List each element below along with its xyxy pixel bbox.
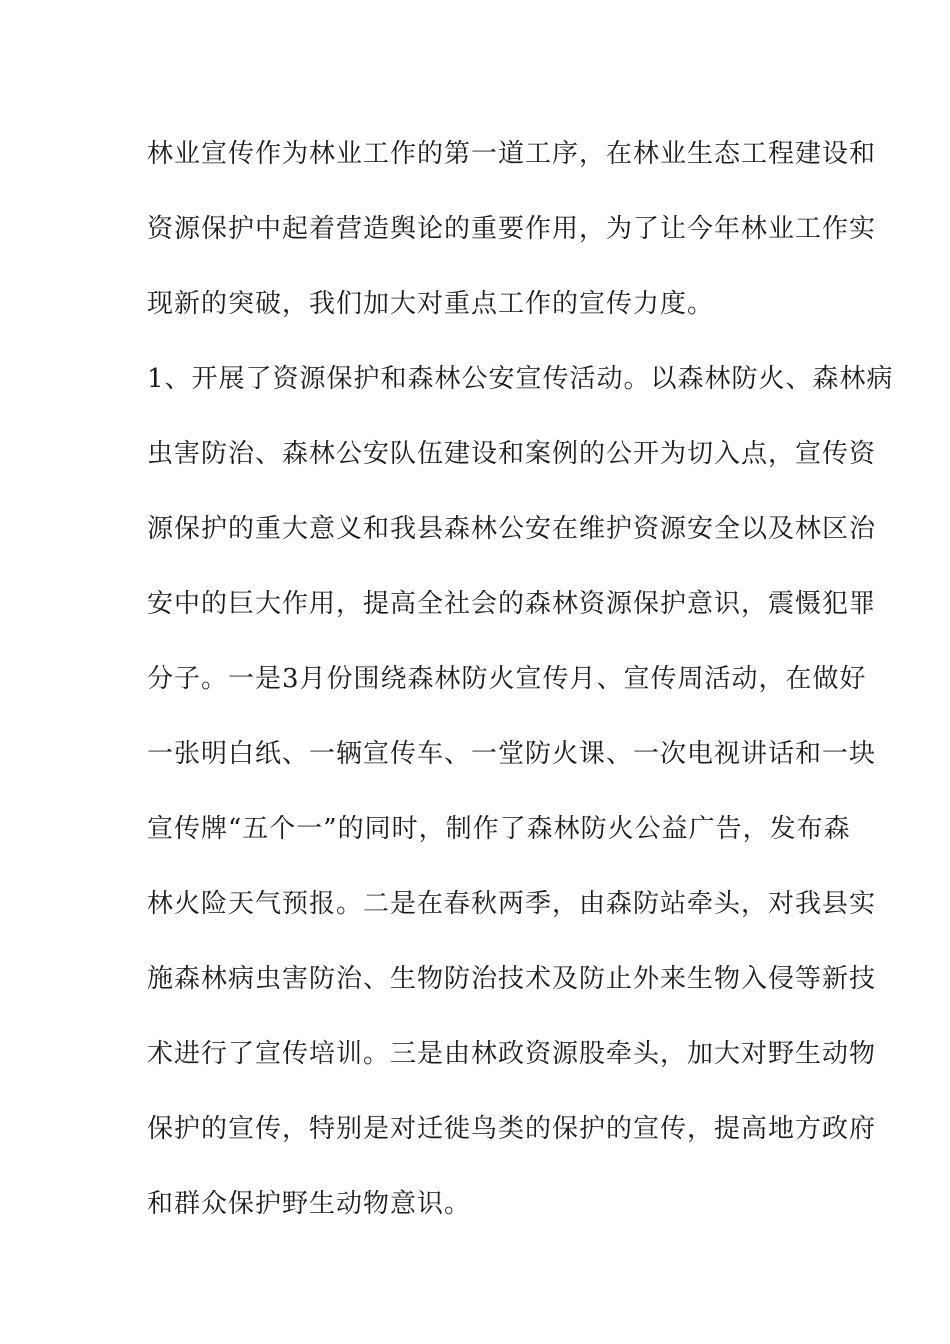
text-line: 资源保护中起着营造舆论的重要作用，为了让今年林业工作实 <box>147 214 877 244</box>
text-line: 虫害防治、森林公安队伍建设和案例的公开为切入点，宣传资 <box>147 439 877 469</box>
text-line: 现新的突破，我们加大对重点工作的宣传力度。 <box>147 289 715 319</box>
text-line: 保护的宣传，特别是对迁徙鸟类的保护的宣传，提高地方政府 <box>147 1114 877 1144</box>
text-line: 宣传牌“五个一”的同时，制作了森林防火公益广告，发布森 <box>147 814 851 844</box>
text-line: 和群众保护野生动物意识。 <box>147 1189 472 1219</box>
text-line: 术进行了宣传培训。三是由林政资源股牵头，加大对野生动物 <box>147 1039 877 1069</box>
text-line: 林火险天气预报。二是在春秋两季，由森防站牵头，对我县实 <box>147 889 877 919</box>
text-line: 林业宣传作为林业工作的第一道工序，在林业生态工程建设和 <box>147 139 877 169</box>
text-line: 分子。一是3月份围绕森林防火宣传月、宣传周活动，在做好 <box>147 664 867 694</box>
text-line: 1、开展了资源保护和森林公安宣传活动。以森林防火、森林病 <box>147 364 894 394</box>
text-line: 安中的巨大作用，提高全社会的森林资源保护意识，震慑犯罪 <box>147 589 877 619</box>
text-line: 源保护的重大意义和我县森林公安在维护资源安全以及林区治 <box>147 514 877 544</box>
text-line: 施森林病虫害防治、生物防治技术及防止外来生物入侵等新技 <box>147 964 877 994</box>
text-line: 一张明白纸、一辆宣传车、一堂防火课、一次电视讲话和一块 <box>147 739 877 769</box>
body-text <box>147 128 894 1253</box>
